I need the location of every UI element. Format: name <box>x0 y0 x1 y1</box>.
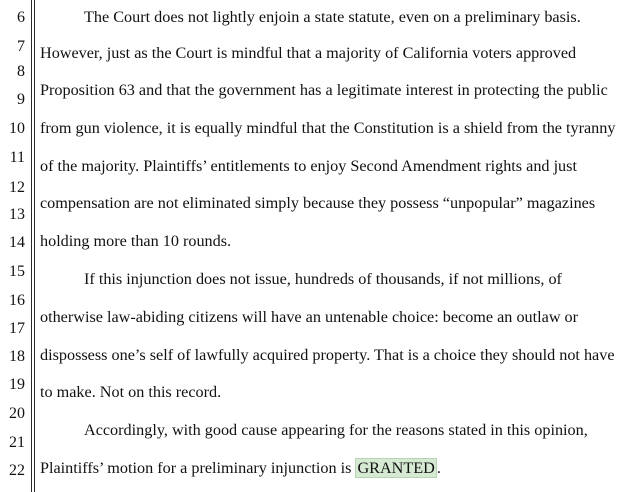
left-margin-rule <box>31 0 32 492</box>
paragraph-2-line-2: otherwise law-abiding citizens will have an untenable choice: become an outlaw or <box>40 308 579 326</box>
line-number: 22 <box>9 462 25 479</box>
paragraph-2-line-4: to make. Not on this record. <box>40 383 222 401</box>
granted-highlight: GRANTED <box>357 459 435 477</box>
final-period: . <box>436 459 441 477</box>
line-number: 6 <box>17 9 25 26</box>
line-number: 18 <box>9 348 25 365</box>
paragraph-3-line-2 <box>40 459 441 477</box>
paragraph-3-line-1: Accordingly, with good cause appearing for the reasons stated in this opinion, <box>84 421 588 439</box>
paragraph-1-line-1: The Court does not lightly enjoin a state statute, even on a preliminary basis. <box>84 8 581 26</box>
line-number: 19 <box>9 376 25 393</box>
line-number: 8 <box>17 63 25 80</box>
paragraph-1-line-6: compensation are not eliminated simply because they possess “unpopular” magazines <box>40 194 596 212</box>
line-number: 10 <box>9 120 25 137</box>
line-number: 17 <box>9 320 25 337</box>
paragraph-1-line-5: of the majority. Plaintiffs’ entitlements to enjoy Second Amendment rights and just <box>40 157 577 175</box>
line-number: 7 <box>17 38 25 55</box>
line-number: 12 <box>9 179 25 196</box>
paragraph-1-line-4: from gun violence, it is equally mindful that the Constitution is a shield from the tyranny <box>40 119 616 137</box>
line-number: 14 <box>9 234 25 251</box>
left-margin-rule-inner <box>34 0 35 492</box>
paragraph-2-line-1: If this injunction does not issue, hundreds of thousands, if not millions, of <box>84 270 562 288</box>
line-number: 21 <box>9 434 25 451</box>
line-number: 13 <box>9 206 25 223</box>
paragraph-1-line-3: Proposition 63 and that the government has a legitimate interest in protecting the public <box>40 81 608 99</box>
paragraph-1-line-2: However, just as the Court is mindful that a majority of California voters approved <box>40 44 577 62</box>
line-number: 9 <box>17 91 25 108</box>
line-number: 11 <box>9 149 25 166</box>
paragraph-2-line-3: dispossess one’s self of lawfully acquired property. That is a choice they should not have <box>40 346 615 364</box>
line-number: 20 <box>9 405 25 422</box>
line-number: 15 <box>9 263 25 280</box>
paragraph-1-line-7: holding more than 10 rounds. <box>40 232 232 250</box>
line-number: 16 <box>9 292 25 309</box>
final-line-text: Plaintiffs’ motion for a preliminary injunction is <box>40 459 356 477</box>
